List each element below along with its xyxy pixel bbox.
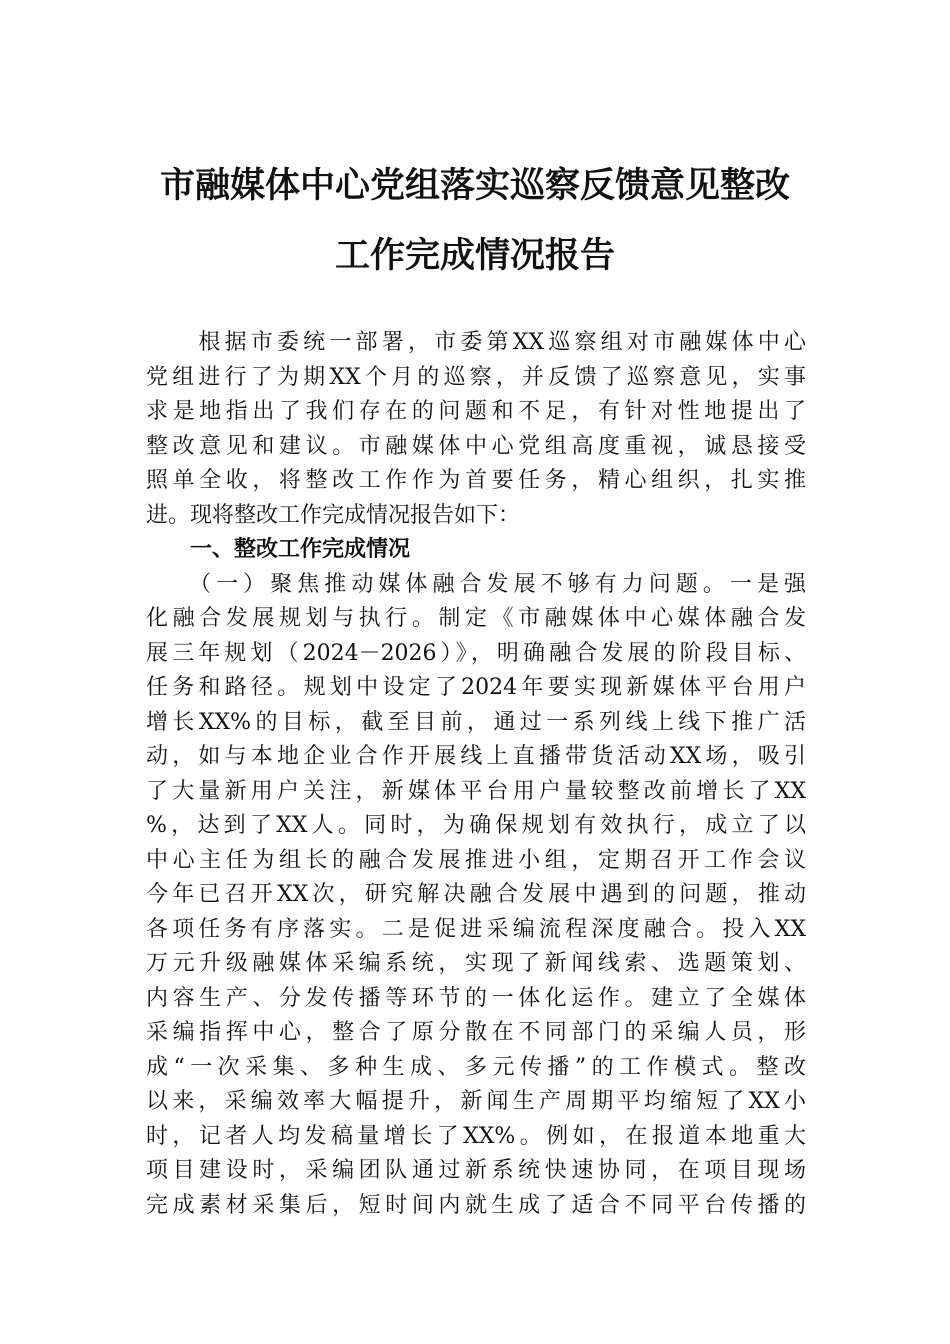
body-line: 采编指挥中心，整合了原分散在不同部门的采编人员，形: [146, 1020, 806, 1045]
body-line: 成“一次采集、多种生成、多元传播”的工作模式。整改: [146, 1054, 806, 1080]
section-heading: 一、整改工作完成情况: [146, 537, 411, 562]
body-line: 今年已召开XX次，研究解决融合发展中遇到的问题，推动: [146, 882, 806, 907]
body-line: 内容生产、分发传播等环节的一体化运作。建立了全媒体: [146, 985, 806, 1011]
body-line: 动，如与本地企业合作开展线上直播带货活动XX场，吸引: [146, 744, 806, 769]
body-line: 照单全收，将整改工作作为首要任务，精心组织，扎实推: [146, 468, 806, 493]
body-line: 党组进行了为期XX个月的巡察，并反馈了巡察意见，实事: [146, 364, 806, 390]
body-line: 项目建设时，采编团队通过新系统快速协同，在项目现场: [146, 1158, 806, 1183]
document-body: [146, 326, 806, 1223]
body-line: 各项任务有序落实。二是促进采编流程深度融合。投入XX: [146, 916, 806, 942]
body-line: 任务和路径。规划中设定了2024年要实现新媒体平台用户: [146, 675, 806, 700]
body-line: 了大量新用户关注，新媒体平台用户量较整改前增长了XX: [146, 778, 806, 804]
body-line: 中心主任为组长的融合发展推进小组，定期召开工作会议: [146, 847, 806, 873]
body-line: 完成素材采集后，短时间内就生成了适合不同平台传播的: [146, 1192, 806, 1218]
body-line: 展三年规划（2024－2026）》，明确融合发展的阶段目标、: [146, 640, 806, 666]
body-line: 进。现将整改工作完成情况报告如下：: [146, 502, 521, 528]
body-line: （一）聚焦推动媒体融合发展不够有力问题。一是强: [146, 571, 806, 597]
body-line: 时，记者人均发稿量增长了XX%。例如，在报道本地重大: [146, 1123, 806, 1149]
document-title-line-2: 工作完成情况报告: [334, 235, 615, 276]
body-line: 以来，采编效率大幅提升，新闻生产周期平均缩短了XX小: [146, 1089, 806, 1114]
document-title-line-1: 市融媒体中心党组落实巡察反馈意见整改: [159, 165, 790, 206]
body-line: 根据市委统一部署，市委第XX巡察组对市融媒体中心: [146, 330, 806, 355]
body-line: 整改意见和建议。市融媒体中心党组高度重视，诚恳接受: [146, 433, 806, 459]
body-line: 万元升级融媒体采编系统，实现了新闻线索、选题策划、: [146, 951, 806, 976]
body-line: 求是地指出了我们存在的问题和不足，有针对性地提出了: [146, 399, 806, 424]
body-line: 化融合发展规划与执行。制定《市融媒体中心媒体融合发: [146, 606, 806, 631]
body-line: %，达到了XX人。同时，为确保规划有效执行，成立了以: [146, 813, 806, 838]
body-line: 增长XX%的目标，截至目前，通过一系列线上线下推广活: [146, 709, 806, 735]
